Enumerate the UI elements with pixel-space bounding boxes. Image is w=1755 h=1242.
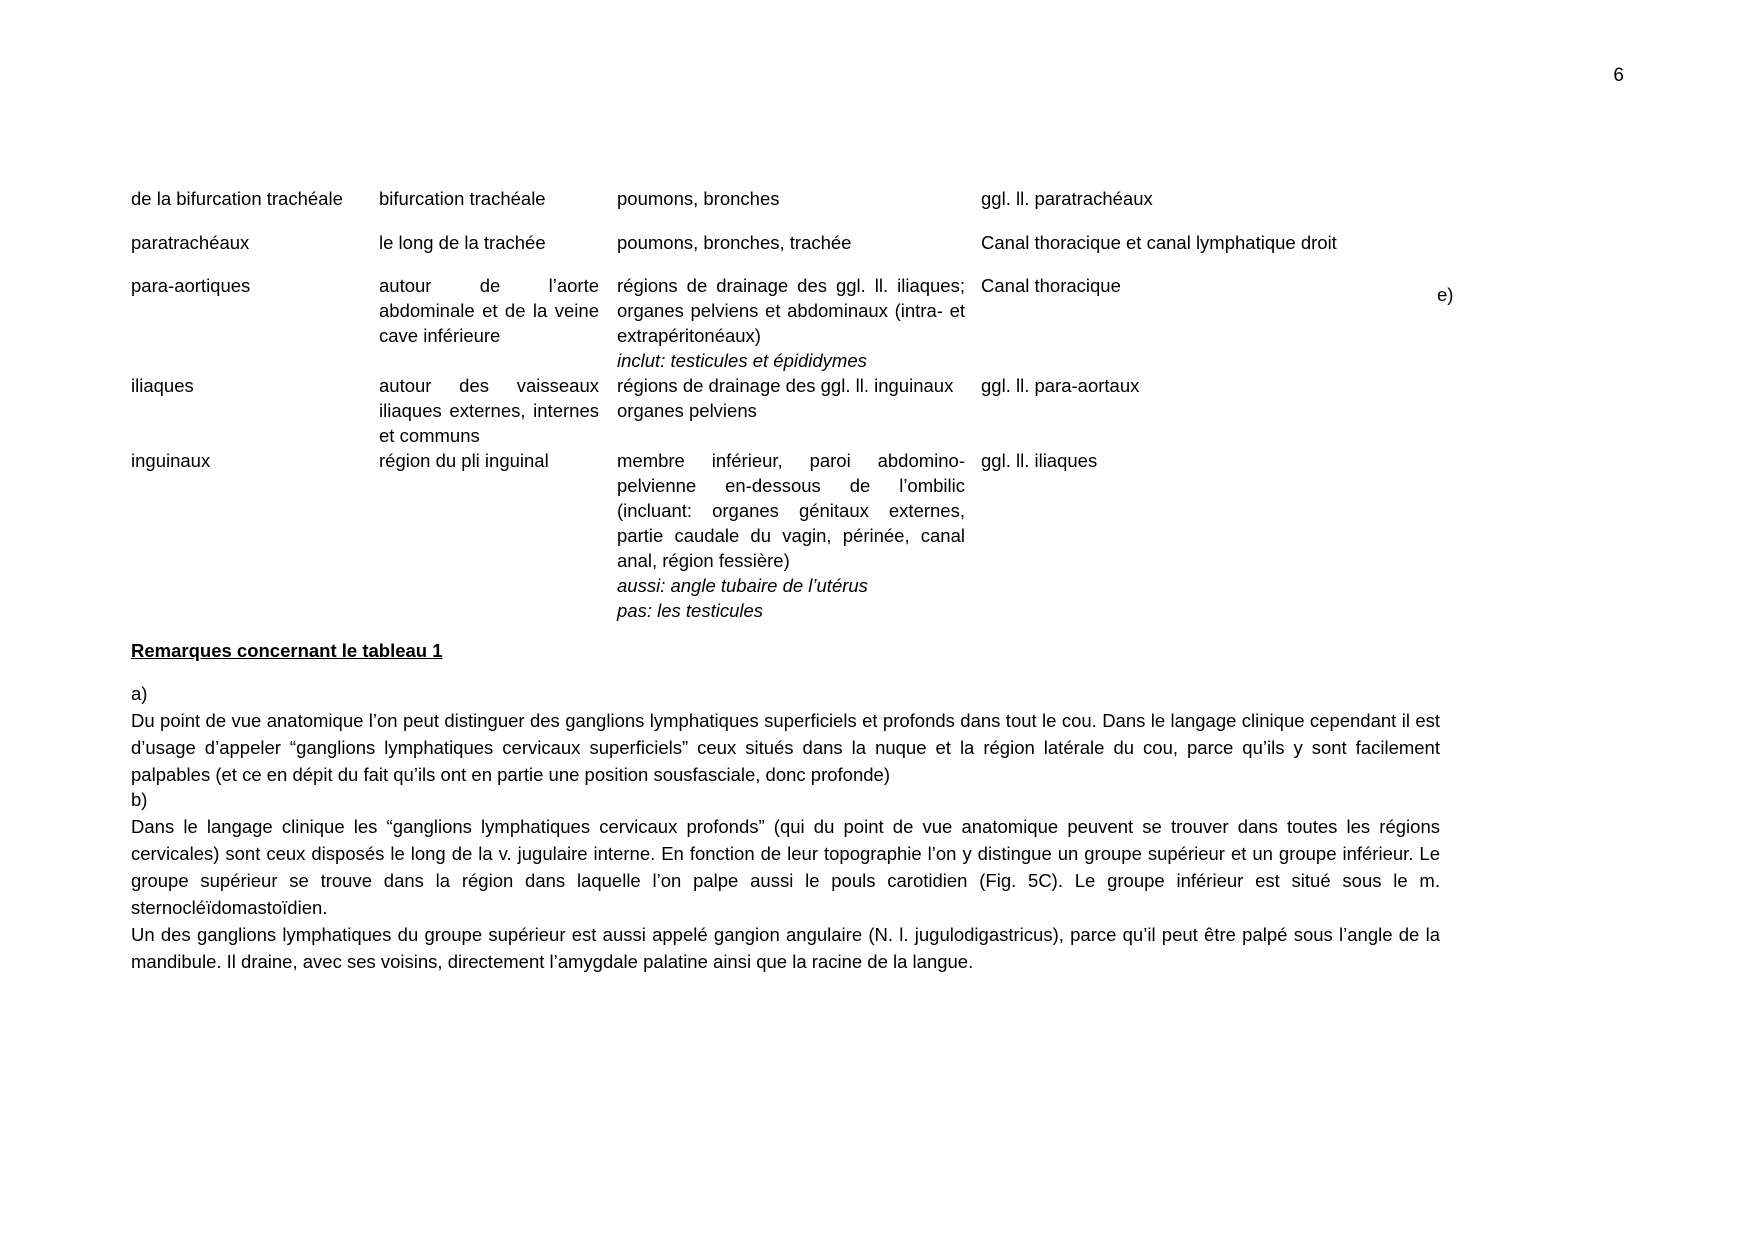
cell-location: autour de l’aorte abdominale et de la veine cave inférieure [379, 275, 599, 346]
table-row [131, 373, 1471, 448]
cell-location: bifurcation trachéale [379, 188, 546, 209]
table-row [131, 273, 1471, 373]
cell-drainage-note: inclut: testicules et épididymes [617, 350, 867, 371]
cell-node: inguinaux [131, 450, 211, 471]
footnote-marker-e: e) [1437, 284, 1454, 305]
cell-node: para-aortiques [131, 275, 251, 296]
table-row [131, 186, 1471, 230]
cell-drainage-note: aussi: angle tubaire de l’utérus [617, 575, 868, 596]
cell-efferent: Canal thoracique [981, 275, 1121, 296]
cell-drainage-group [617, 448, 981, 623]
remark-b-text: Dans le langage clinique les “ganglions lymphatiques cervicaux profonds” (qui du point de vue anatomique peuvent se trouver dans toutes les régions cervicales) sont ceux disposés le long de la v. jugulaire interne. En fonction de leur topographie l’on y distingue un groupe supérieur et un groupe inférieur. Le groupe supérieur se trouve dans la région dans laquelle l’on palpe aussi le pouls carotidien (Fig. 5C). Le groupe inférieur est situé sous le m. sternocléïdomastoïdien. [131, 816, 1440, 918]
remark-a-text: Du point de vue anatomique l’on peut distinguer des ganglions lymphatiques superficiels et profonds dans tout le cou. Dans le langage clinique cependant il est d’usage d’appeler “ganglions lymphatiques cervicaux superficiels” ceux situés dans la nuque et la région latérale du cou, parce qu’ils y sont facilement palpables (et ce en dépit du fait qu’ils ont en partie une position sousfasciale, donc profonde) [131, 710, 1440, 785]
remark-a [131, 680, 1440, 788]
table [131, 186, 1471, 623]
table-row [131, 230, 1471, 273]
remark-b [131, 786, 1440, 975]
cell-efferent: ggl. ll. para-aortaux [981, 375, 1140, 396]
cell-efferent: Canal thoracique et canal lymphatique droit [981, 232, 1337, 253]
page-number: 6 [1613, 65, 1624, 86]
cell-node: paratrachéaux [131, 232, 250, 253]
cell-drainage-note-2: pas: les testicules [617, 600, 764, 621]
table-row [131, 448, 1471, 623]
cell-drainage: régions de drainage des ggl. ll. inguinaux organes pelviens [617, 375, 954, 421]
cell-location: le long de la trachée [379, 232, 546, 253]
cell-efferent: ggl. ll. iliaques [981, 450, 1098, 471]
lymph-node-table [131, 186, 1471, 623]
cell-drainage: poumons, bronches, trachée [617, 232, 852, 253]
cell-drainage: poumons, bronches [617, 188, 780, 209]
remarks-heading: Remarques concernant le tableau 1 [131, 640, 443, 661]
cell-drainage-group [617, 273, 981, 373]
remark-b-label: b) [131, 789, 148, 810]
cell-drainage: membre inférieur, paroi abdomino-pelvienne en-dessous de l’ombilic (incluant: organes génitaux externes, partie caudale du vagin, périnée, canal anal, région fessière) [617, 450, 965, 571]
cell-location: autour des vaisseaux iliaques externes, internes et communs [379, 375, 599, 446]
cell-node: de la bifurcation trachéale [131, 188, 343, 209]
cell-efferent: ggl. ll. paratrachéaux [981, 188, 1153, 209]
remark-a-label: a) [131, 683, 148, 704]
cell-location: région du pli inguinal [379, 450, 549, 471]
cell-node: iliaques [131, 375, 194, 396]
cell-drainage: régions de drainage des ggl. ll. iliaques; organes pelviens et abdominaux (intra- et extrapéritonéaux) [617, 275, 965, 346]
remark-b-text-2: Un des ganglions lymphatiques du groupe supérieur est aussi appelé gangion angulaire (N. l. jugulodigastricus), parce qu’il peut être palpé sous l’angle de la mandibule. Il draine, avec ses voisins, directement l’amygdale palatine ainsi que la racine de la langue. [131, 924, 1440, 972]
